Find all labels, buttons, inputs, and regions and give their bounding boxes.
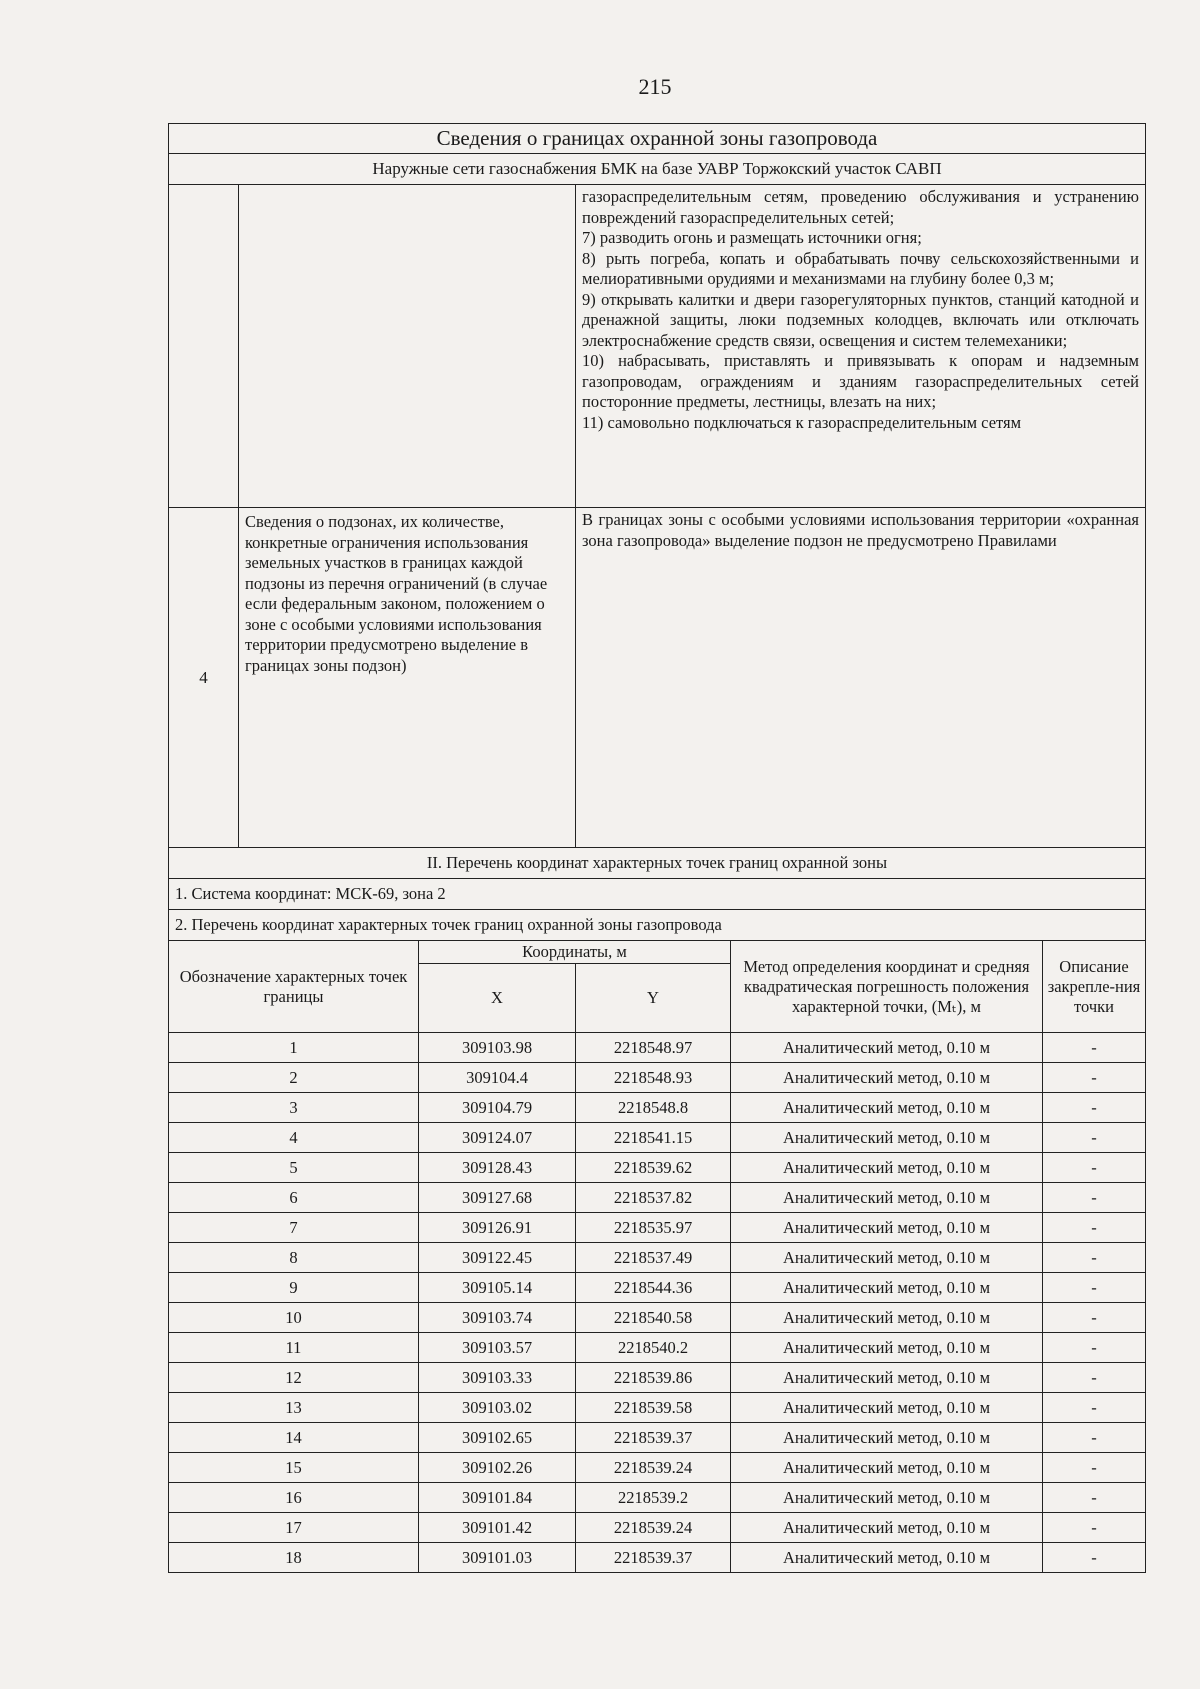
table-row: [169, 1543, 1146, 1573]
page-number: 215: [638, 74, 672, 99]
point-y: 2218539.86: [576, 1363, 731, 1393]
point-description: -: [1043, 1393, 1146, 1423]
restrictions-continued: [576, 185, 1146, 508]
point-y: 2218548.97: [576, 1033, 731, 1063]
point-description: -: [1043, 1063, 1146, 1093]
point-method: Аналитический метод, 0.10 м: [731, 1243, 1043, 1273]
zone-info-document: [168, 123, 1141, 1573]
point-number: 13: [169, 1393, 419, 1423]
y-header: Y: [576, 964, 731, 1033]
point-method: Аналитический метод, 0.10 м: [731, 1093, 1043, 1123]
point-method: Аналитический метод, 0.10 м: [731, 1153, 1043, 1183]
point-description: -: [1043, 1363, 1146, 1393]
table-row: [169, 1423, 1146, 1453]
zone-info-table: [168, 123, 1146, 1573]
point-y: 2218539.37: [576, 1423, 731, 1453]
table-row: [169, 1453, 1146, 1483]
point-method: Аналитический метод, 0.10 м: [731, 1363, 1043, 1393]
point-y: 2218541.15: [576, 1123, 731, 1153]
point-y: 2218548.93: [576, 1063, 731, 1093]
point-number: 10: [169, 1303, 419, 1333]
restriction-text: газораспределительным сетям, проведению обслуживания и устранению повреждений газораспределительных сетей;: [582, 187, 1139, 227]
point-y: 2218539.2: [576, 1483, 731, 1513]
coordinates-header: Координаты, м: [419, 941, 731, 964]
point-method: Аналитический метод, 0.10 м: [731, 1393, 1043, 1423]
point-y: 2218537.82: [576, 1183, 731, 1213]
point-number: 9: [169, 1273, 419, 1303]
designation-header: Обозначение характерных точек границы: [169, 941, 419, 1033]
point-number: 6: [169, 1183, 419, 1213]
table-row: [169, 1333, 1146, 1363]
point-description: -: [1043, 1543, 1146, 1573]
point-number: 4: [169, 1123, 419, 1153]
row-number: 4: [169, 508, 239, 848]
point-number: 8: [169, 1243, 419, 1273]
point-x: 309124.07: [419, 1123, 576, 1153]
point-method: Аналитический метод, 0.10 м: [731, 1183, 1043, 1213]
point-x: 309127.68: [419, 1183, 576, 1213]
point-description: -: [1043, 1183, 1146, 1213]
point-x: 309101.03: [419, 1543, 576, 1573]
point-x: 309102.26: [419, 1453, 576, 1483]
restriction-text: 10) набрасывать, приставлять и привязывать к опорам и надземным газопроводам, ограждениям и зданиям газораспределительных сетей посторонние предметы, лестницы, влезать на них;: [582, 351, 1139, 411]
point-method: Аналитический метод, 0.10 м: [731, 1273, 1043, 1303]
table-row: [169, 1363, 1146, 1393]
table-row: [169, 1393, 1146, 1423]
point-number: 5: [169, 1153, 419, 1183]
subzones-value: В границах зоны с особыми условиями использования территории «охранная зона газопровода» выделение подзон не предусмотрено Правилами: [576, 508, 1146, 848]
point-method: Аналитический метод, 0.10 м: [731, 1423, 1043, 1453]
point-description: -: [1043, 1423, 1146, 1453]
subzones-label: Сведения о подзонах, их количестве, конкретные ограничения использования земельных участков в границах каждой подзоны из перечня ограничений (в случае если федеральным законом, положением о зоне с особыми условиями использования территории предусмотрено выделение в границах зоны подзон): [239, 508, 576, 848]
restriction-text: 7) разводить огонь и размещать источники огня;: [582, 228, 922, 247]
point-x: 309103.02: [419, 1393, 576, 1423]
document-subtitle: Наружные сети газоснабжения БМК на базе УАВР Торжокский участок САВП: [169, 154, 1146, 185]
point-description: -: [1043, 1333, 1146, 1363]
point-number: 11: [169, 1333, 419, 1363]
point-y: 2218537.49: [576, 1243, 731, 1273]
point-method: Аналитический метод, 0.10 м: [731, 1033, 1043, 1063]
table-row: [169, 1303, 1146, 1333]
point-number: 15: [169, 1453, 419, 1483]
point-x: 309103.98: [419, 1033, 576, 1063]
table-row: [169, 1123, 1146, 1153]
point-y: 2218548.8: [576, 1093, 731, 1123]
point-method: Аналитический метод, 0.10 м: [731, 1333, 1043, 1363]
point-x: 309122.45: [419, 1243, 576, 1273]
point-method: Аналитический метод, 0.10 м: [731, 1063, 1043, 1093]
point-number: 2: [169, 1063, 419, 1093]
point-description: -: [1043, 1093, 1146, 1123]
point-description: -: [1043, 1033, 1146, 1063]
section-title: II. Перечень координат характерных точек границ охранной зоны: [169, 848, 1146, 879]
table-row: [169, 1063, 1146, 1093]
description-header: Описание закрепле-ния точки: [1043, 941, 1146, 1033]
point-x: 309105.14: [419, 1273, 576, 1303]
point-number: 18: [169, 1543, 419, 1573]
point-x: 309101.84: [419, 1483, 576, 1513]
point-number: 3: [169, 1093, 419, 1123]
point-x: 309102.65: [419, 1423, 576, 1453]
point-method: Аналитический метод, 0.10 м: [731, 1303, 1043, 1333]
point-x: 309104.79: [419, 1093, 576, 1123]
restriction-text: 8) рыть погреба, копать и обрабатывать почву сельскохозяйственными и мелиоративными орудиями и механизмами на глубину более 0,3 м;: [582, 248, 1139, 288]
point-x: 309103.33: [419, 1363, 576, 1393]
point-y: 2218544.36: [576, 1273, 731, 1303]
x-header: X: [419, 964, 576, 1033]
point-x: 309101.42: [419, 1513, 576, 1543]
table-row: [169, 1243, 1146, 1273]
point-x: 309103.74: [419, 1303, 576, 1333]
point-y: 2218539.37: [576, 1543, 731, 1573]
point-method: Аналитический метод, 0.10 м: [731, 1483, 1043, 1513]
method-header: Метод определения координат и средняя квадратическая погрешность положения характерной точки, (Mₜ), м: [731, 941, 1043, 1033]
point-number: 12: [169, 1363, 419, 1393]
point-method: Аналитический метод, 0.10 м: [731, 1513, 1043, 1543]
points-table-body: [169, 1033, 1146, 1573]
point-description: -: [1043, 1453, 1146, 1483]
point-y: 2218539.24: [576, 1513, 731, 1543]
point-description: -: [1043, 1243, 1146, 1273]
point-y: 2218540.2: [576, 1333, 731, 1363]
point-method: Аналитический метод, 0.10 м: [731, 1453, 1043, 1483]
point-description: -: [1043, 1153, 1146, 1183]
point-number: 16: [169, 1483, 419, 1513]
point-x: 309126.91: [419, 1213, 576, 1243]
point-number: 7: [169, 1213, 419, 1243]
restriction-text: 9) открывать калитки и двери газорегуляторных пунктов, станций катодной и дренажной защиты, люки подземных колодцев, включать или отключать электроснабжение средств связи, освещения и систем телемеханики;: [582, 289, 1139, 350]
table-row: [169, 1513, 1146, 1543]
point-description: -: [1043, 1483, 1146, 1513]
point-method: Аналитический метод, 0.10 м: [731, 1213, 1043, 1243]
point-y: 2218539.24: [576, 1453, 731, 1483]
table-row: [169, 1033, 1146, 1063]
point-x: 309128.43: [419, 1153, 576, 1183]
table-row: [169, 1273, 1146, 1303]
point-y: 2218539.62: [576, 1153, 731, 1183]
point-description: -: [1043, 1123, 1146, 1153]
point-description: -: [1043, 1273, 1146, 1303]
point-y: 2218535.97: [576, 1213, 731, 1243]
coordinate-system: 1. Система координат: МСК-69, зона 2: [169, 879, 1146, 910]
table-row: [169, 1183, 1146, 1213]
point-description: -: [1043, 1213, 1146, 1243]
point-description: -: [1043, 1303, 1146, 1333]
point-number: 14: [169, 1423, 419, 1453]
row-name-empty: [239, 185, 576, 508]
restriction-text: 11) самовольно подключаться к газораспределительным сетям: [582, 412, 1022, 432]
point-y: 2218540.58: [576, 1303, 731, 1333]
point-x: 309103.57: [419, 1333, 576, 1363]
coordinate-list-title: 2. Перечень координат характерных точек границ охранной зоны газопровода: [169, 910, 1146, 941]
point-method: Аналитический метод, 0.10 м: [731, 1123, 1043, 1153]
table-row: [169, 1093, 1146, 1123]
point-number: 1: [169, 1033, 419, 1063]
document-title: Сведения о границах охранной зоны газопровода: [169, 124, 1146, 154]
table-row: [169, 1153, 1146, 1183]
point-y: 2218539.58: [576, 1393, 731, 1423]
row-number-empty: [169, 185, 239, 508]
point-number: 17: [169, 1513, 419, 1543]
table-row: [169, 1213, 1146, 1243]
table-row: [169, 1483, 1146, 1513]
point-x: 309104.4: [419, 1063, 576, 1093]
point-method: Аналитический метод, 0.10 м: [731, 1543, 1043, 1573]
point-description: -: [1043, 1513, 1146, 1543]
